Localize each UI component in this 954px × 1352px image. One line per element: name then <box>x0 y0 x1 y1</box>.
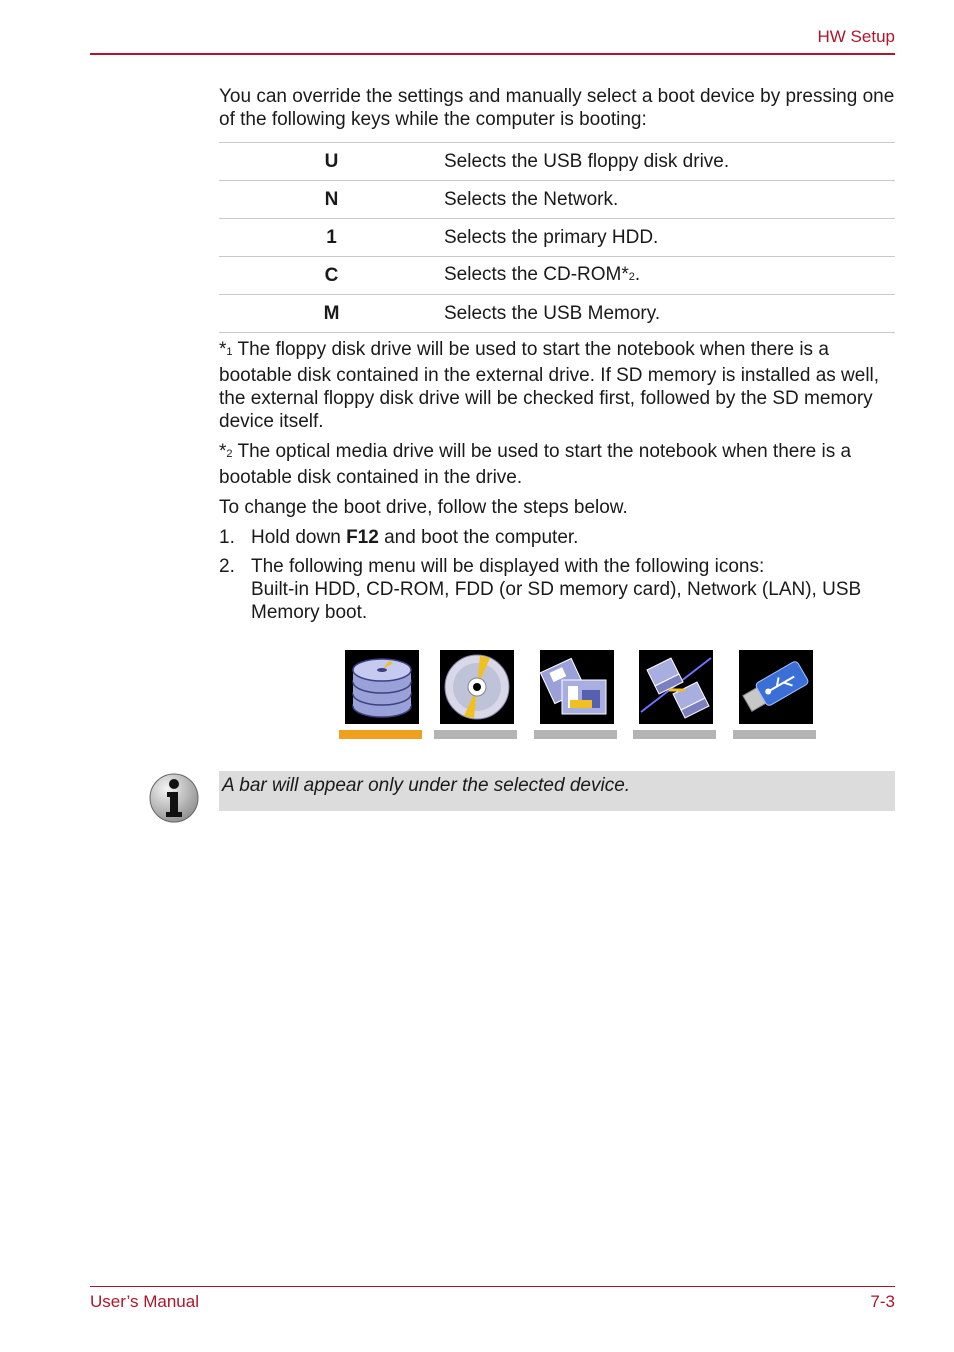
description-text: Selects the CD-ROM* <box>444 263 629 285</box>
description-suffix: . <box>634 263 641 285</box>
footnote-text: The floppy disk drive will be used to start the notebook when there is a bootable disk contained in the external drive. If SD memory is installed as well, the external floppy disk drive will be checked first, followed by the SD memory device itself. <box>219 339 880 432</box>
step-number: 2. <box>219 556 235 577</box>
list-item <box>219 555 895 624</box>
footnote-1 <box>219 338 895 433</box>
network-lan-icon <box>639 650 713 724</box>
table-row <box>219 257 895 295</box>
section-title: HW Setup <box>817 27 895 46</box>
step-number: 1. <box>219 527 235 548</box>
boot-key: N <box>324 189 339 210</box>
selection-bar <box>434 730 517 739</box>
step-key: F12 <box>346 527 379 548</box>
footer-manual-title: User’s Manual <box>90 1292 199 1311</box>
footnote-asterisk: * <box>219 339 227 360</box>
main-content <box>219 85 895 630</box>
boot-key: 1 <box>326 227 337 248</box>
footnote-marker: 2 <box>628 270 635 283</box>
step-text-continued: Built-in HDD, CD-ROM, FDD (or SD memory card), Network (LAN), USB Memory boot. <box>251 579 862 623</box>
step-text: The following menu will be displayed with the following icons: <box>251 556 765 577</box>
cd-rom-icon <box>440 650 514 724</box>
footnote-number: 1 <box>226 346 233 358</box>
header-rule <box>90 53 895 55</box>
steps-list <box>219 526 895 624</box>
steps-intro: To change the boot drive, follow the steps below. <box>219 497 628 518</box>
table-row <box>219 143 895 181</box>
info-icon <box>148 772 200 824</box>
selection-bar <box>534 730 617 739</box>
info-note: A bar will appear only under the selected device. <box>219 771 895 811</box>
table-row <box>219 219 895 257</box>
footer-rule <box>90 1286 895 1287</box>
boot-key-description: Selects the primary HDD. <box>444 227 659 248</box>
boot-key-description: Selects the USB Memory. <box>444 303 661 324</box>
boot-key-description: Selects the Network. <box>444 189 619 210</box>
selection-bar <box>339 730 422 739</box>
footnote-asterisk: * <box>219 441 227 462</box>
boot-key: U <box>324 151 339 172</box>
list-item <box>219 526 895 549</box>
boot-key-description <box>444 257 895 295</box>
intro-paragraph: You can override the settings and manually select a boot device by pressing one of the following keys while the computer is booting: <box>219 86 895 130</box>
fdd-sd-icon <box>540 650 614 724</box>
boot-key-description: Selects the USB floppy disk drive. <box>444 151 730 172</box>
table-row <box>219 181 895 219</box>
table-row <box>219 295 895 333</box>
selection-bar <box>733 730 816 739</box>
usb-memory-icon <box>739 650 813 724</box>
footnote-2 <box>219 440 895 489</box>
footnote-text: The optical media drive will be used to start the notebook when there is a bootable disk contained in the drive. <box>219 441 852 488</box>
step-text: Hold down <box>251 527 347 548</box>
boot-key-table <box>219 142 895 333</box>
boot-key: M <box>323 303 340 324</box>
page-number: 7-3 <box>870 1292 895 1311</box>
selection-bar <box>633 730 716 739</box>
boot-key: C <box>324 265 339 286</box>
footnote-number: 2 <box>226 448 233 460</box>
step-text-end: and boot the computer. <box>378 527 579 548</box>
hdd-icon <box>345 650 419 724</box>
